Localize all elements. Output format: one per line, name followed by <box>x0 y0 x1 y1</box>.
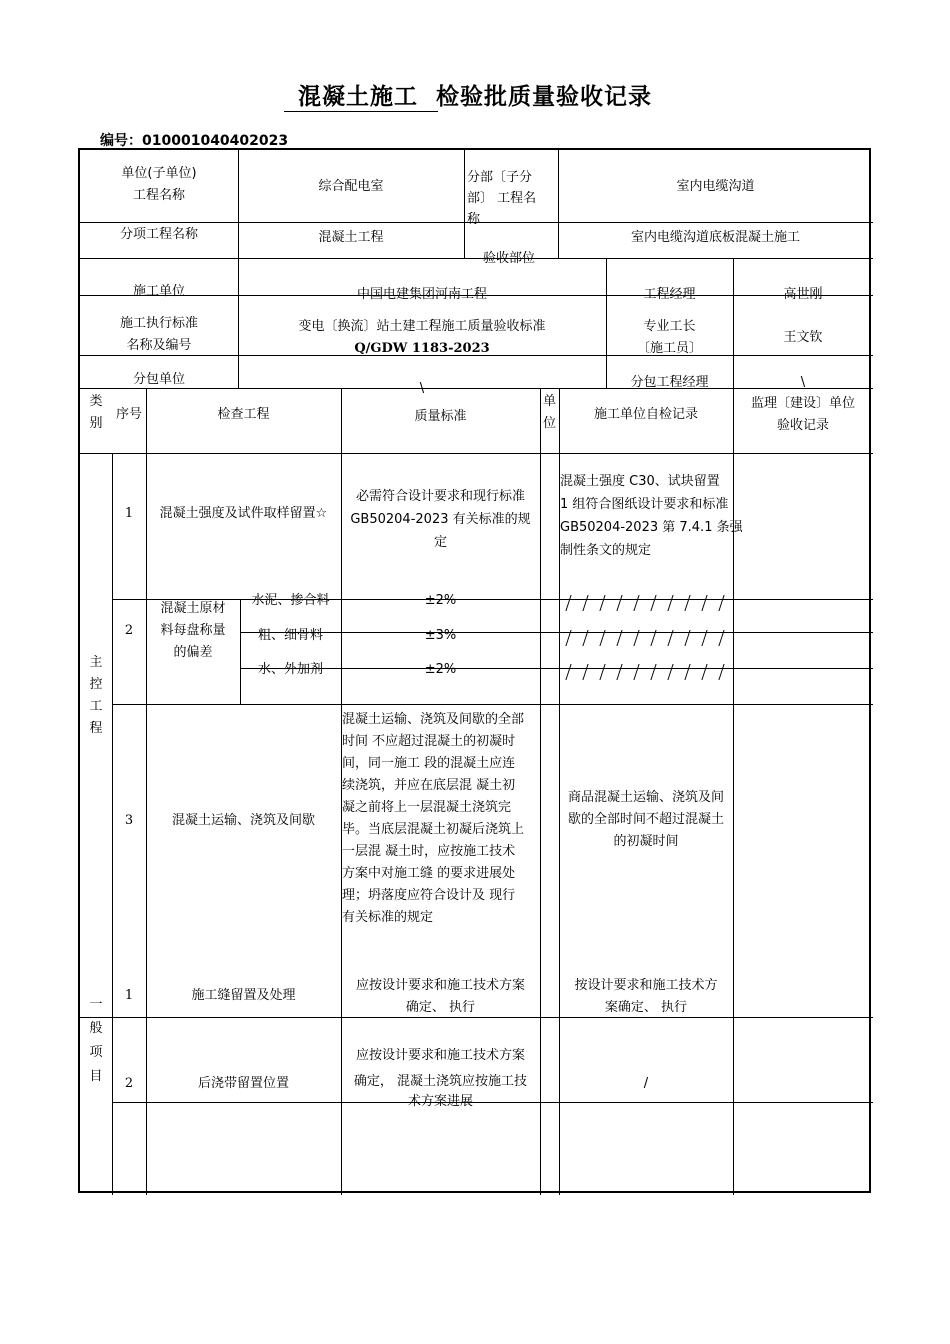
text-line: 应按设计要求和施工技术方案 <box>355 978 525 993</box>
page-title <box>0 78 950 111</box>
text-line: 应按设计要求和施工技术方案 <box>355 1048 525 1063</box>
acceptance-part-label: 验收部位 <box>483 251 536 266</box>
standard-code: Q/GDW 1183-2023 <box>354 341 490 356</box>
unit-name-label <box>80 163 238 207</box>
sub-item-standard: ±3% <box>424 628 457 643</box>
col-category-char: 类 <box>89 394 103 409</box>
text-line: 毕。当底层混凝土初凝后浇筑上 <box>342 822 525 837</box>
contractor-value: 中国电建集团河南工程 <box>356 287 487 302</box>
col-quality-standard: 质量标准 <box>414 409 467 424</box>
contractor-label: 施工单位 <box>132 284 185 299</box>
text-line: 的偏差 <box>173 645 213 660</box>
item-seq: 2 <box>124 623 134 638</box>
item-name: 混凝土运输、浇筑及间歇 <box>171 813 315 828</box>
item-seq: 1 <box>124 988 134 1003</box>
text-line: GB50204-2023 有关标准的规 <box>350 512 531 527</box>
text-line: 有关标准的规定 <box>342 910 434 925</box>
col-divider <box>733 258 734 388</box>
acceptance-part-value: 室内电缆沟道底板混凝土施工 <box>630 230 800 245</box>
text-line: 混凝土原材 <box>160 601 226 616</box>
standard-label <box>80 313 238 357</box>
sub-item-name: 水、外加剂 <box>257 662 323 677</box>
foreman-label <box>606 316 733 360</box>
section-char: 目 <box>89 1069 103 1084</box>
text-line: 必需符合设计要求和现行标准 <box>355 489 525 504</box>
item-name: 施工缝留置及处理 <box>191 988 296 1003</box>
text-line: 1 组符合图纸设计要求和标准 <box>560 497 729 512</box>
foreman-value: 王文钦 <box>783 330 823 345</box>
item-self-check <box>560 470 743 562</box>
col-unit-char: 单 <box>542 394 556 409</box>
item-name <box>146 598 240 664</box>
col-category-char: 别 <box>89 416 103 431</box>
standard-label-line: 名称及编号 <box>126 338 192 353</box>
division-label-line: 部〕 工程名 <box>467 191 537 206</box>
sub-pm-label: 分包工程经理 <box>630 375 709 390</box>
title-underline <box>284 111 438 112</box>
text-line: 混凝土运输、浇筑及间歇的全部 <box>342 712 525 727</box>
row-divider <box>80 258 873 259</box>
col-check-item: 检查工程 <box>217 407 270 422</box>
item-name: 混凝土强度及试件取样留置☆ <box>159 506 328 521</box>
text-line: 方案中对施工缝 的要求进展处 <box>342 866 516 881</box>
project-manager-value: 高世刚 <box>783 287 823 302</box>
text-line: 制性条文的规定 <box>560 543 652 558</box>
section-char: 程 <box>89 721 103 736</box>
subcontractor-label: 分包单位 <box>132 372 185 387</box>
item-seq: 2 <box>124 1076 134 1091</box>
foreman-label-line: 〔施工员〕 <box>636 341 702 356</box>
foreman-label-line: 专业工长 <box>643 319 696 334</box>
item-self-check: / <box>643 1076 649 1091</box>
sub-pm-value: \ <box>800 375 806 390</box>
sub-item-standard: ±2% <box>424 662 457 677</box>
main-control-label <box>80 652 112 740</box>
standard-value-line: 变电〔换流〕站土建工程施工质量验收标准 <box>298 319 546 334</box>
col-supervisor-line: 监理〔建设〕单位 <box>750 396 855 411</box>
section-char: 主 <box>89 655 103 670</box>
text-line: 术方案进展 <box>407 1094 473 1109</box>
item-self-check <box>559 975 733 1019</box>
item-standard <box>343 485 538 554</box>
text-line: 的初凝时间 <box>613 834 679 849</box>
text-line: 歇的全部时间不超过混凝土 <box>567 812 724 827</box>
general-item-label <box>80 993 112 1089</box>
text-line: 确定、 执行 <box>405 1000 476 1015</box>
item-name: 后浇带留置位置 <box>197 1076 289 1091</box>
text-line: 续浇筑，并应在底层混 凝土初 <box>342 778 516 793</box>
division-label-line: 称 <box>467 212 481 227</box>
unit-name-label-line: 工程名称 <box>132 188 185 203</box>
section-char: 般 <box>89 1021 103 1036</box>
section-char: 项 <box>89 1045 103 1060</box>
item-seq: 3 <box>124 813 134 828</box>
item-standard <box>341 1043 540 1109</box>
sub-item-label: 分项工程名称 <box>119 227 198 242</box>
section-char: 控 <box>89 677 103 692</box>
row-divider <box>112 704 873 705</box>
col-divider <box>464 150 465 258</box>
standard-label-line: 施工执行标准 <box>119 316 198 331</box>
col-seq: 序号 <box>115 407 142 422</box>
item-seq: 1 <box>124 506 134 521</box>
text-line: 混凝土强度 C30、试块留置 <box>560 474 720 489</box>
subcontractor-value: \ <box>419 381 425 396</box>
text-line: 凝之前将上一层混凝土浇筑完 <box>342 800 512 815</box>
text-line: 间，同一施工 段的混凝土应连 <box>342 756 516 771</box>
record-table <box>78 148 871 1193</box>
text-line: 商品混凝土运输、浇筑及间 <box>567 790 724 805</box>
section-char: 一 <box>89 997 103 1012</box>
item-self-check <box>559 787 733 853</box>
sub-item-name: 水泥、掺合料 <box>251 593 330 608</box>
text-line: 时间 不应超过混凝土的初凝时 <box>342 734 516 749</box>
text-line: 理；坍落度应符合设计及 现行 <box>342 888 516 903</box>
col-self-check: 施工单位自检记录 <box>593 407 698 422</box>
division-label-line: 分部〔子分 <box>467 170 533 185</box>
standard-value <box>238 316 606 360</box>
col-category <box>80 391 112 435</box>
text-line: GB50204-2023 第 7.4.1 条强 <box>560 520 743 535</box>
col-unit <box>540 391 559 435</box>
document-number: 编号：010001040402023 <box>100 133 289 149</box>
text-line: 确定， 混凝土浇筑应按施工技 <box>353 1074 528 1089</box>
text-line: 一层混 凝土时，应按施工技术 <box>342 844 516 859</box>
unit-name-label-line: 单位(子单位) <box>121 166 197 181</box>
division-name-value: 室内电缆沟道 <box>676 179 755 194</box>
title-part-2: 检验批质量验收记录 <box>436 84 652 110</box>
col-supervisor-line: 验收记录 <box>776 418 829 433</box>
text-line: 定 <box>433 535 447 550</box>
text-line: 案确定、 执行 <box>604 1000 688 1015</box>
item-standard <box>342 709 542 929</box>
col-unit-char: 位 <box>542 416 556 431</box>
text-line: 料每盘称量 <box>160 623 226 638</box>
col-divider <box>240 599 241 704</box>
unit-name-value: 综合配电室 <box>318 179 384 194</box>
sub-item-standard: ±2% <box>424 593 457 608</box>
sub-item-name: 粗、细骨料 <box>257 628 323 643</box>
title-part-1: 混凝土施工 <box>297 84 418 110</box>
project-manager-label: 工程经理 <box>643 287 696 302</box>
sub-item-value: 混凝土工程 <box>318 230 384 245</box>
item-standard <box>341 975 540 1019</box>
col-supervisor <box>733 393 873 437</box>
row-divider <box>80 453 873 454</box>
section-char: 工 <box>89 699 103 714</box>
text-line: 按设计要求和施工技术方 <box>574 978 718 993</box>
division-name-label <box>467 167 562 230</box>
